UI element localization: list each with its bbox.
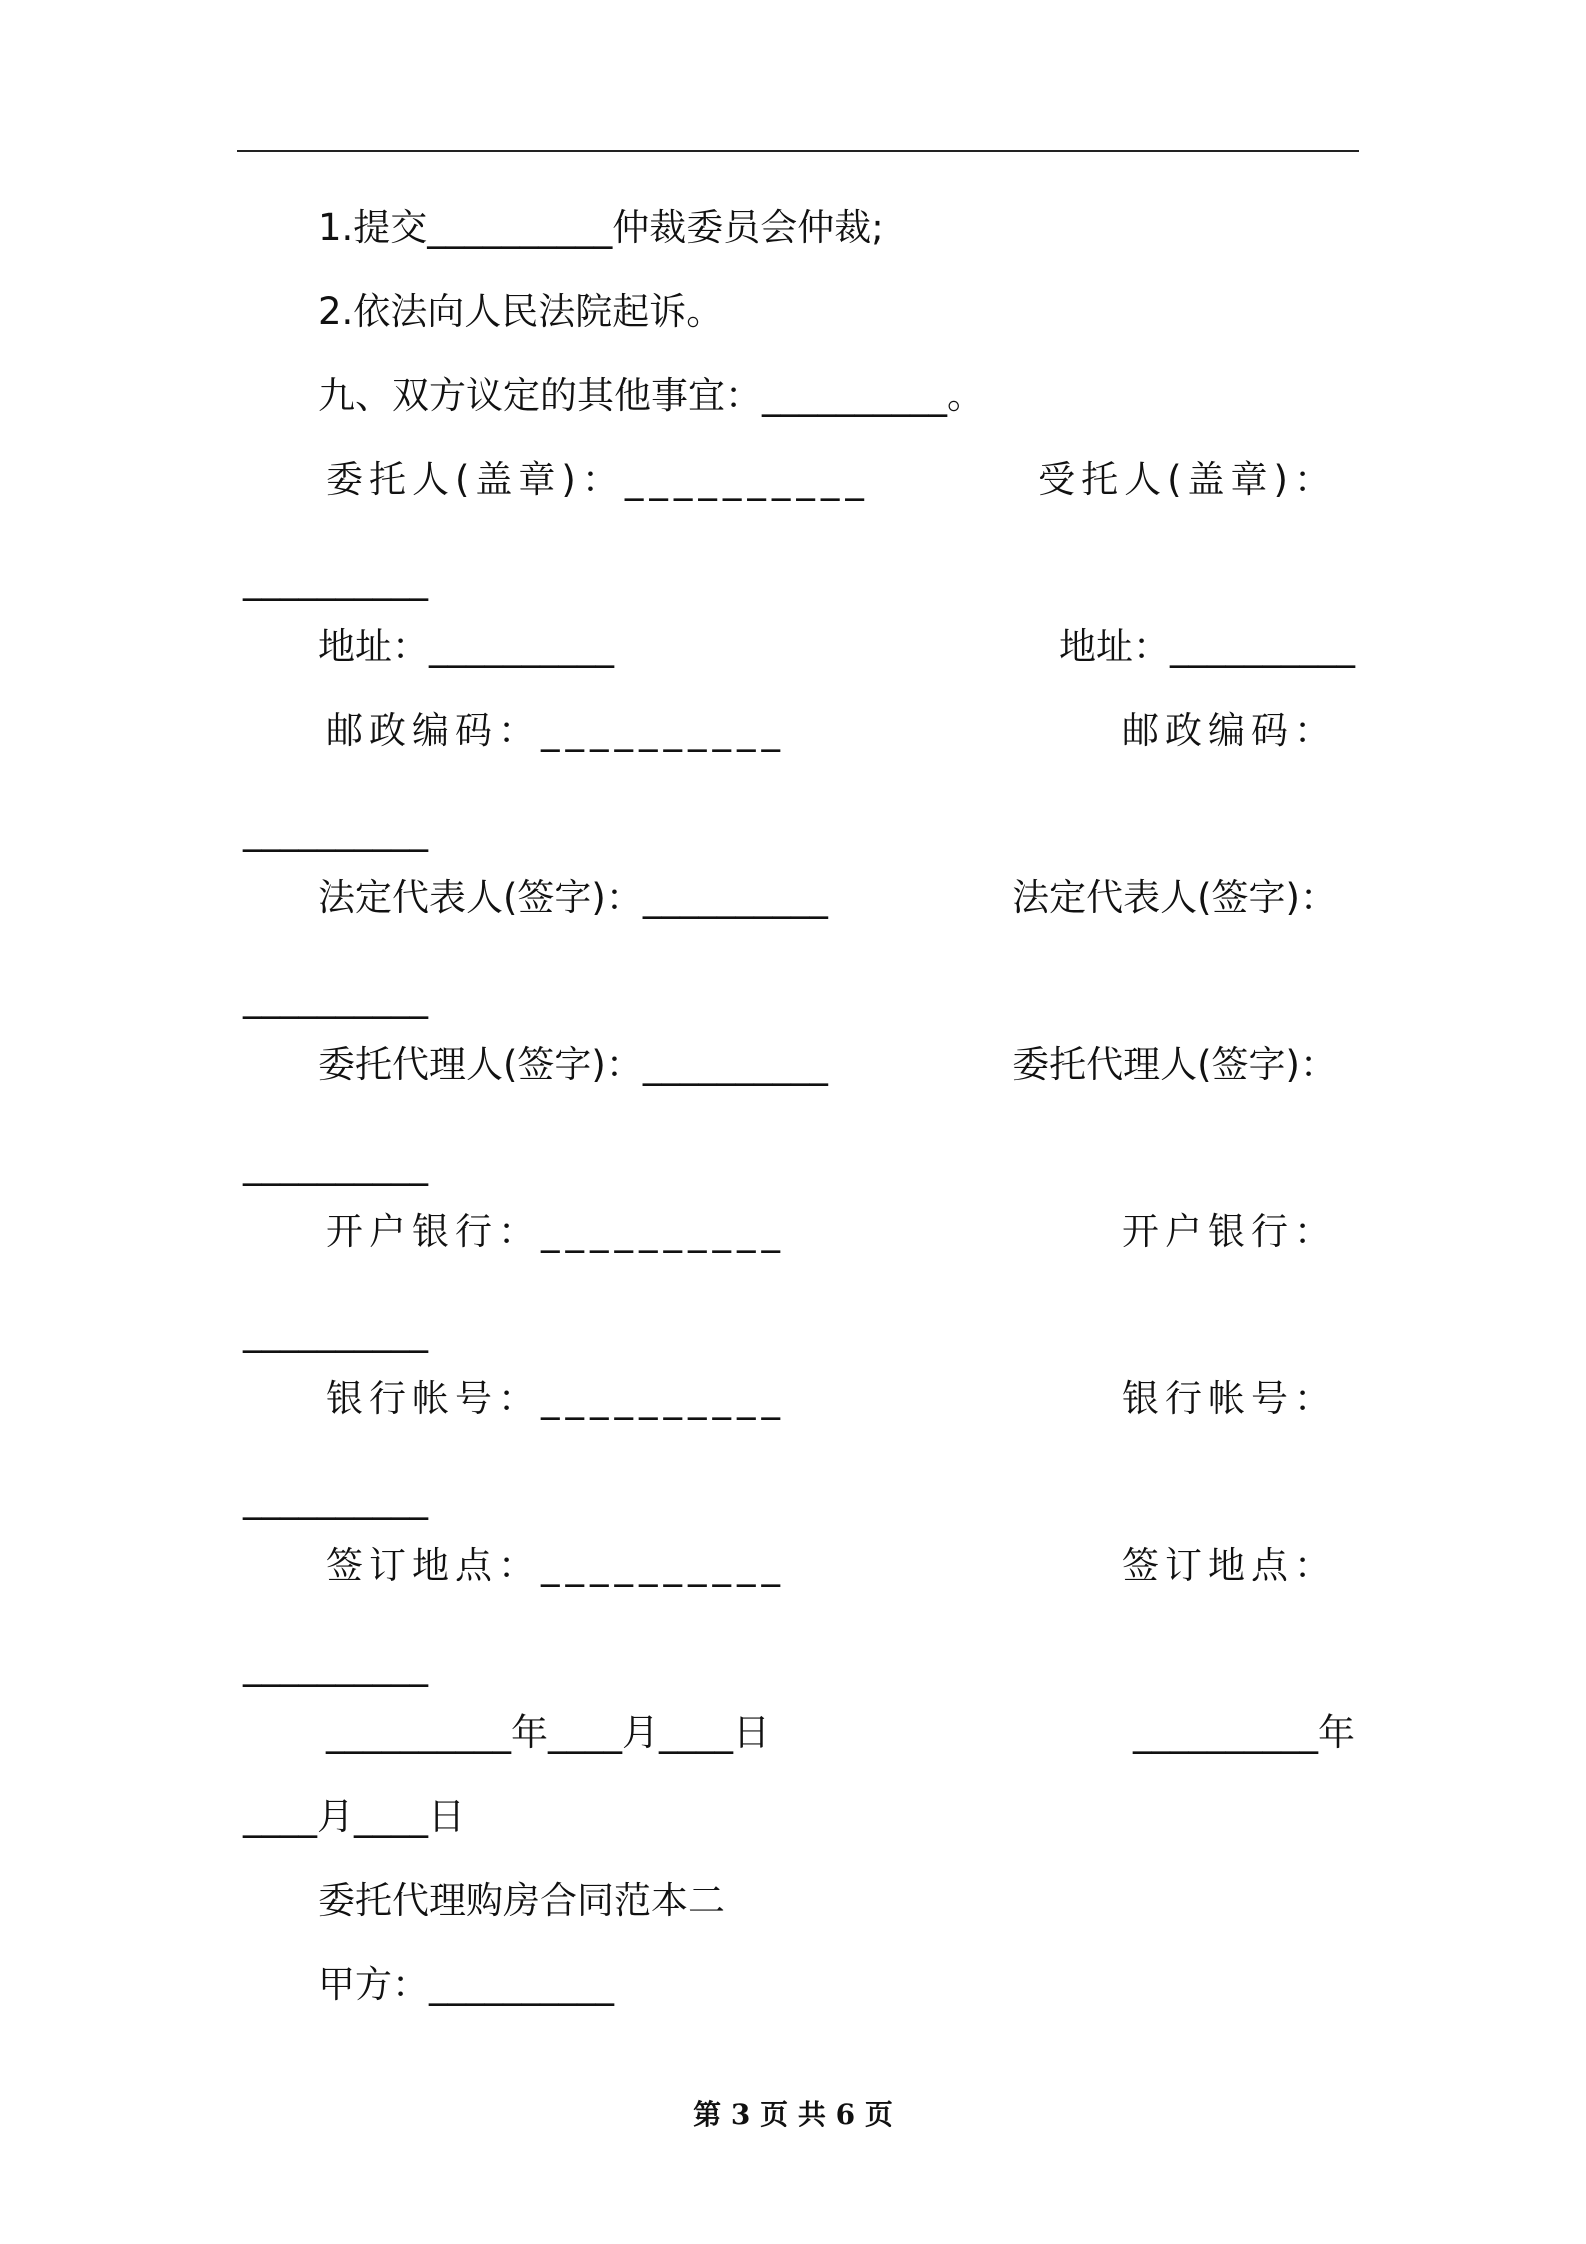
- principal-postcode: 邮政编码：__________: [326, 709, 786, 752]
- agent-sign-date-year: __________年: [1133, 1711, 1355, 1754]
- agent-bank-blank: __________: [243, 1310, 428, 1353]
- agent-postcode: 邮政编码：: [1122, 709, 1337, 752]
- agent-proxy: 委托代理人(签字)：: [1012, 1043, 1337, 1086]
- principal-bank: 开户银行：__________: [326, 1210, 786, 1253]
- second-contract-title: 委托代理购房合同范本二: [318, 1879, 725, 1922]
- arbitration-option-2: 2.依法向人民法院起诉。: [318, 290, 724, 333]
- agent-account-blank: __________: [243, 1477, 428, 1520]
- agent-proxy-blank: __________: [243, 1143, 428, 1186]
- principal-address: 地址：__________: [318, 625, 614, 668]
- page-number-footer: 第 3 页 共 6 页: [693, 2098, 893, 2131]
- agent-account: 银行帐号：: [1122, 1377, 1337, 1420]
- arbitration-option-1: 1.提交__________仲裁委员会仲裁;: [318, 206, 884, 249]
- principal-seal: 委托人(盖章)：__________: [326, 458, 870, 501]
- principal-sign-place: 签订地点：__________: [326, 1544, 786, 1587]
- party-a-field: 甲方：__________: [318, 1963, 614, 2006]
- agent-address: 地址：__________: [1059, 625, 1355, 668]
- agent-seal: 受托人(盖章)：: [1038, 458, 1337, 501]
- agent-sign-place-blank: __________: [243, 1644, 428, 1687]
- agent-postcode-blank: __________: [243, 809, 428, 852]
- header-rule: [237, 150, 1359, 152]
- agent-sign-date-rest: ____月____日: [243, 1795, 465, 1838]
- clause-9-other-matters: 九、双方议定的其他事宜：__________。: [318, 374, 984, 417]
- agent-sign-place: 签订地点：: [1122, 1544, 1337, 1587]
- principal-legal-rep: 法定代表人(签字)：__________: [318, 876, 828, 919]
- agent-legal-rep: 法定代表人(签字)：: [1012, 876, 1337, 919]
- agent-seal-blank: __________: [243, 558, 428, 601]
- principal-account: 银行帐号：__________: [326, 1377, 786, 1420]
- agent-bank: 开户银行：: [1122, 1210, 1337, 1253]
- principal-sign-date: __________年____月____日: [326, 1711, 770, 1754]
- principal-proxy: 委托代理人(签字)：__________: [318, 1043, 828, 1086]
- agent-legal-rep-blank: __________: [243, 976, 428, 1019]
